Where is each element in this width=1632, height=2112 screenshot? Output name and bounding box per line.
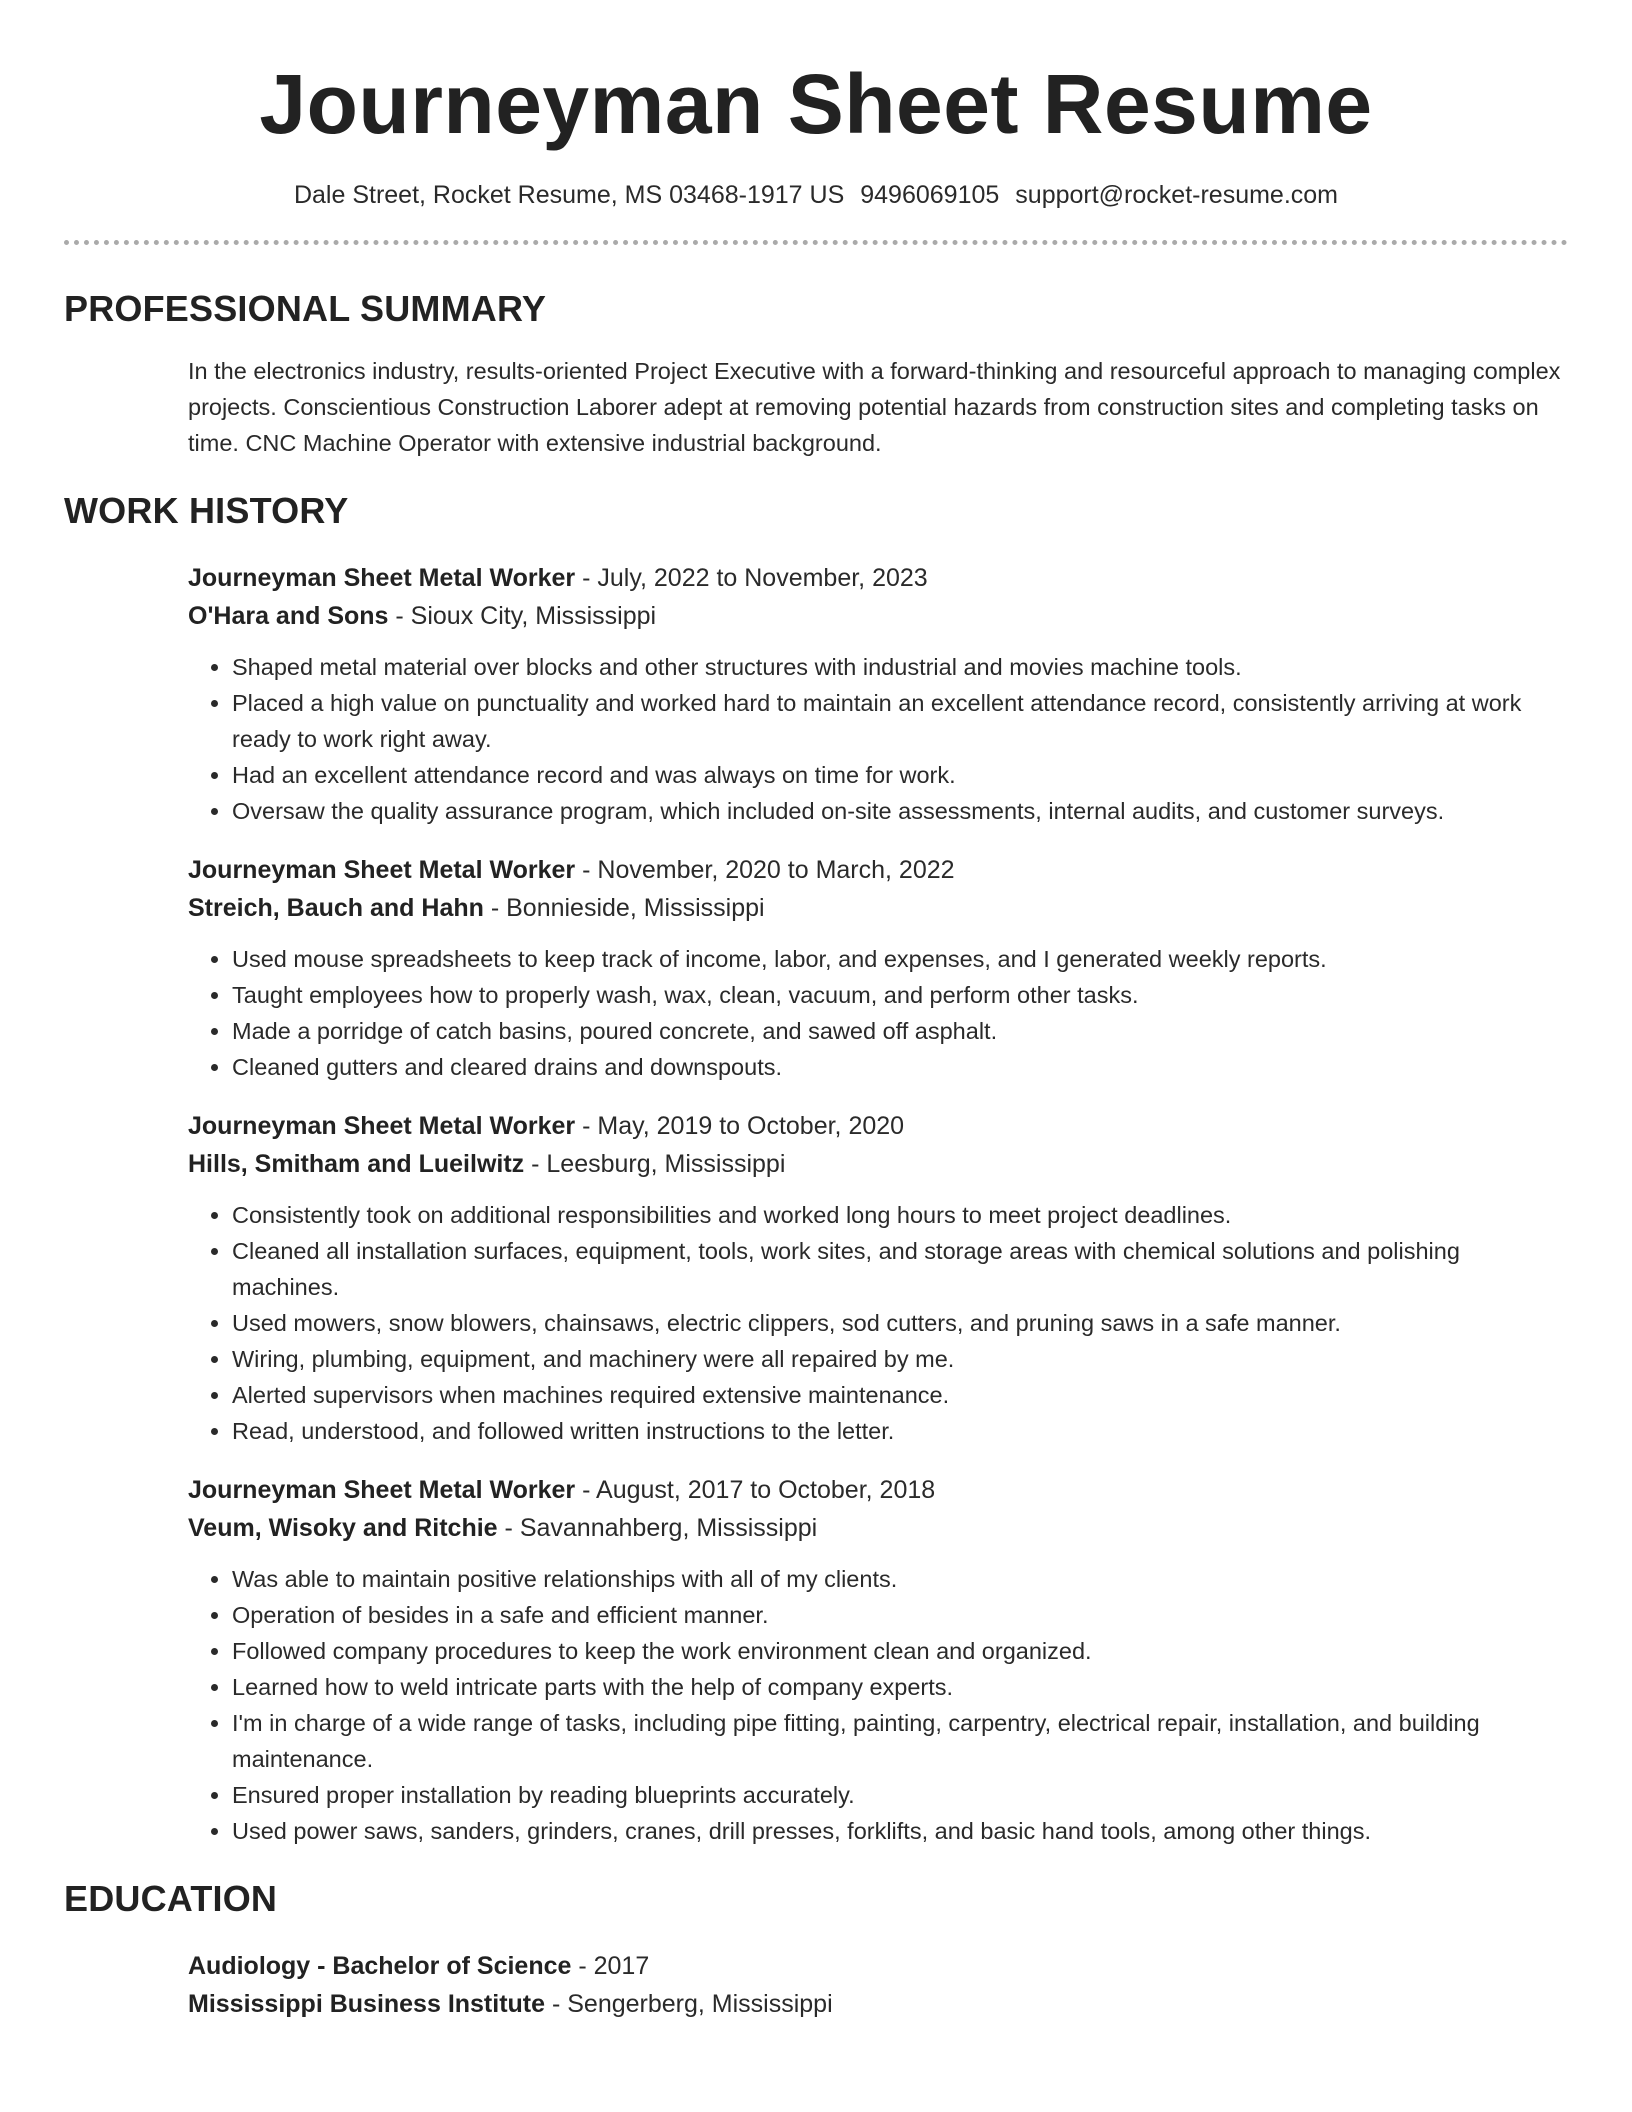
job-location: Leesburg, Mississippi xyxy=(546,1150,786,1178)
job-bullet: • Had an excellent attendance record and was always on time for work. xyxy=(232,757,1568,793)
job-bullet: • Read, understood, and followed written instructions to the letter. xyxy=(232,1413,1568,1449)
job-bullet: • Used mouse spreadsheets to keep track of income, labor, and expenses, and I generated weekly reports. xyxy=(232,941,1568,977)
header-divider xyxy=(64,240,1568,245)
contact-line xyxy=(64,178,1568,212)
education-degree: Audiology - Bachelor of Science xyxy=(188,1952,572,1980)
job-entry xyxy=(188,851,1568,1085)
education-location: Sengerberg, Mississippi xyxy=(567,1990,833,2018)
job-title: Journeyman Sheet Metal Worker xyxy=(188,856,576,884)
job-bullets xyxy=(188,649,1568,829)
job-company-line: Hills, Smitham and Lueilwitz - Leesburg, Mississippi xyxy=(188,1150,786,1178)
resume-title: Journeyman Sheet Resume xyxy=(259,57,1373,151)
work-history-heading: WORK HISTORY xyxy=(64,490,349,531)
job-title: Journeyman Sheet Metal Worker xyxy=(188,1476,576,1504)
job-dates: May, 2019 to October, 2020 xyxy=(597,1112,905,1140)
job-title: Journeyman Sheet Metal Worker xyxy=(188,1112,576,1140)
job-entry xyxy=(188,559,1568,829)
job-bullet: • Followed company procedures to keep the work environment clean and organized. xyxy=(232,1633,1568,1669)
job-bullet: • Made a porridge of catch basins, poured concrete, and sawed off asphalt. xyxy=(232,1013,1568,1049)
job-company: Hills, Smitham and Lueilwitz xyxy=(188,1150,525,1178)
job-dates: August, 2017 to October, 2018 xyxy=(596,1476,936,1504)
job-bullet: • Learned how to weld intricate parts with the help of company experts. xyxy=(232,1669,1568,1705)
contact-address: Dale Street, Rocket Resume, MS 03468-1917 US xyxy=(293,181,845,209)
job-location: Sioux City, Mississippi xyxy=(410,602,657,630)
job-bullet: • Placed a high value on punctuality and worked hard to maintain an excellent attendance record, consistently arriving at work ready to work right away. xyxy=(232,685,1568,757)
job-bullet: • Cleaned all installation surfaces, equipment, tools, work sites, and storage areas with chemical solutions and polishing machines. xyxy=(232,1233,1568,1305)
job-title-line: Journeyman Sheet Metal Worker - May, 2019 to October, 2020 xyxy=(188,1112,905,1140)
job-bullet: • Taught employees how to properly wash, wax, clean, vacuum, and perform other tasks. xyxy=(232,977,1568,1013)
job-bullet: • Wiring, plumbing, equipment, and machinery were all repaired by me. xyxy=(232,1341,1568,1377)
job-bullet: • Used mowers, snow blowers, chainsaws, electric clippers, sod cutters, and pruning saws in a safe manner. xyxy=(232,1305,1568,1341)
job-company: Streich, Bauch and Hahn xyxy=(188,894,484,922)
education-school-line: Mississippi Business Institute - Sengerberg, Mississippi xyxy=(188,1990,833,2018)
job-title-line: Journeyman Sheet Metal Worker - August, 2017 to October, 2018 xyxy=(188,1476,936,1504)
job-bullet: • Consistently took on additional responsibilities and worked long hours to meet project deadlines. xyxy=(232,1197,1568,1233)
job-bullet: • Used power saws, sanders, grinders, cranes, drill presses, forklifts, and basic hand tools, among other things. xyxy=(232,1813,1568,1849)
job-company-line: O'Hara and Sons - Sioux City, Mississippi xyxy=(188,602,657,630)
job-title-line: Journeyman Sheet Metal Worker - July, 2022 to November, 2023 xyxy=(188,564,928,592)
job-dates: November, 2020 to March, 2022 xyxy=(597,856,955,884)
job-bullet: • Ensured proper installation by reading blueprints accurately. xyxy=(232,1777,1568,1813)
job-location: Savannahberg, Mississippi xyxy=(519,1514,818,1542)
job-bullet: • Oversaw the quality assurance program, which included on-site assessments, internal audits, and customer surveys. xyxy=(232,793,1568,829)
job-entry xyxy=(188,1107,1568,1449)
job-bullets xyxy=(188,1197,1568,1449)
job-bullet: • Was able to maintain positive relationships with all of my clients. xyxy=(232,1561,1568,1597)
work-history-list xyxy=(188,559,1568,1849)
job-title: Journeyman Sheet Metal Worker xyxy=(188,564,576,592)
job-bullets xyxy=(188,1561,1568,1849)
job-company-line: Streich, Bauch and Hahn - Bonnieside, Mississippi xyxy=(188,894,765,922)
job-location: Bonnieside, Mississippi xyxy=(506,894,765,922)
job-bullet: • Operation of besides in a safe and efficient manner. xyxy=(232,1597,1568,1633)
job-company-line: Veum, Wisoky and Ritchie - Savannahberg, Mississippi xyxy=(188,1514,818,1542)
education-degree-line: Audiology - Bachelor of Science - 2017 xyxy=(188,1952,650,1980)
job-title-line: Journeyman Sheet Metal Worker - November, 2020 to March, 2022 xyxy=(188,856,955,884)
job-entry xyxy=(188,1471,1568,1849)
job-bullet: • Shaped metal material over blocks and other structures with industrial and movies machine tools. xyxy=(232,649,1568,685)
education-entry xyxy=(188,1947,1568,2023)
job-bullet: • Cleaned gutters and cleared drains and downspouts. xyxy=(232,1049,1568,1085)
education-school: Mississippi Business Institute xyxy=(188,1990,546,2018)
summary-heading: PROFESSIONAL SUMMARY xyxy=(64,288,547,329)
job-company: Veum, Wisoky and Ritchie xyxy=(188,1514,498,1542)
education-heading: EDUCATION xyxy=(64,1878,278,1919)
contact-email: support@rocket-resume.com xyxy=(1015,181,1339,209)
contact-phone: 9496069105 xyxy=(860,181,1000,209)
job-bullets xyxy=(188,941,1568,1085)
summary-text: In the electronics industry, results-oriented Project Executive with a forward-thinking and resourceful approach to managing complex projects. Conscientious Construction Laborer adept at removing potential hazards from construction sites and completing tasks on time. CNC Machine Operator with extensive industrial background. xyxy=(188,358,1561,456)
job-dates: July, 2022 to November, 2023 xyxy=(597,564,928,592)
job-bullet: • Alerted supervisors when machines required extensive maintenance. xyxy=(232,1377,1568,1413)
job-bullet: • I'm in charge of a wide range of tasks, including pipe fitting, painting, carpentry, electrical repair, installation, and building maintenance. xyxy=(232,1705,1568,1777)
job-company: O'Hara and Sons xyxy=(188,602,389,630)
education-year: 2017 xyxy=(593,1952,650,1980)
